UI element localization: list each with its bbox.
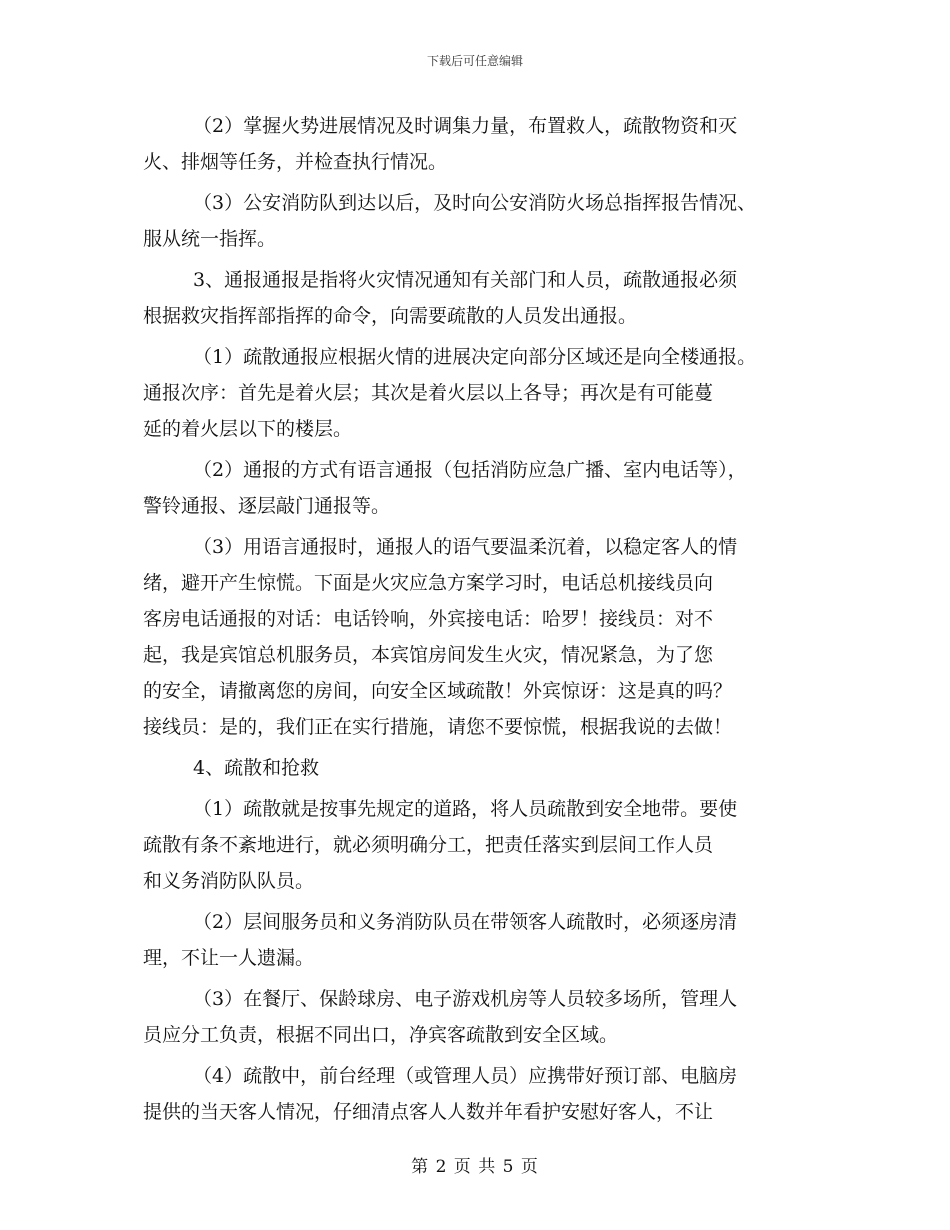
text-line: （3）在餐厅、保龄球房、电子游戏机房等人员较多场所，管理人 xyxy=(193,988,738,1010)
text-line: 疏散有条不紊地进行，就必须明确分工，把责任落实到层间工作人员 xyxy=(143,834,714,856)
paragraph xyxy=(143,1058,813,1130)
text-line: （1）疏散就是按事先规定的道路，将人员疏散到安全地带。要使 xyxy=(193,798,738,820)
text-line: 警铃通报、逐层敲门通报等。 xyxy=(143,495,391,517)
text-line: 3、通报通报是指将火灾情况通知有关部门和人员，疏散通报必须 xyxy=(193,269,738,291)
page-footer: 第 2 页 共 5 页 xyxy=(411,1157,539,1177)
text-line: （1）疏散通报应根据火情的进展决定向部分区域还是向全楼通报。 xyxy=(193,346,757,368)
paragraph xyxy=(143,904,813,976)
text-line: 延的着火层以下的楼层。 xyxy=(143,418,353,440)
text-line: （3）公安消防队到达以后，及时向公安消防火场总指挥报告情况、 xyxy=(193,192,757,214)
text-line: 和义务消防队队员。 xyxy=(143,870,315,892)
paragraph xyxy=(143,791,813,899)
text-line: 员应分工负责，根据不同出口，净宾客疏散到安全区域。 xyxy=(143,1024,619,1046)
paragraph xyxy=(143,981,813,1053)
text-line: 火、排烟等任务，并检查执行情况。 xyxy=(143,151,448,173)
paragraph xyxy=(143,108,813,180)
section-heading xyxy=(143,750,813,786)
text-line: 起，我是宾馆总机服务员，本宾馆房间发生火灾，情况紧急，为了您 xyxy=(143,644,714,666)
text-line: 根据救灾指挥部指挥的命令，向需要疏散的人员发出通报。 xyxy=(143,305,638,327)
text-line: 4、疏散和抢救 xyxy=(193,757,320,779)
text-line: （4）疏散中，前台经理（或管理人员）应携带好预订部、电脑房 xyxy=(193,1065,738,1087)
text-line: 理，不让一人遗漏。 xyxy=(143,947,315,969)
paragraph xyxy=(143,452,813,524)
paragraph xyxy=(143,339,813,447)
text-line: 提供的当天客人情况，仔细清点客人人数并年看护安慰好客人，不让 xyxy=(143,1101,714,1123)
text-line: （2）层间服务员和义务消防队员在带领客人疏散时，必须逐房清 xyxy=(193,911,738,933)
text-line: 接线员：是的，我们正在实行措施，请您不要惊慌，根据我说的去做！ xyxy=(143,716,733,738)
text-line: （2）掌握火势进展情况及时调集力量，布置救人，疏散物资和灭 xyxy=(193,115,738,137)
text-line: 绪，避开产生惊慌。下面是火灾应急方案学习时，电话总机接线员向 xyxy=(143,572,714,594)
paragraph xyxy=(143,262,813,334)
text-line: 通报次序：首先是着火层；其次是着火层以上各导；再次是有可能蔓 xyxy=(143,382,714,404)
text-line: 客房电话通报的对话：电话铃响，外宾接电话：哈罗！接线员：对不 xyxy=(143,608,714,630)
text-line: （2）通报的方式有语言通报（包括消防应急广播、室内电话等）， xyxy=(193,459,747,481)
text-line: （3）用语言通报时，通报人的语气要温柔沉着，以稳定客人的情 xyxy=(193,536,738,558)
paragraph xyxy=(143,529,813,745)
page-header: 下载后可任意编辑 xyxy=(426,54,523,68)
text-line: 的安全，请撤离您的房间，向安全区域疏散！外宾惊讶：这是真的吗？ xyxy=(143,680,733,702)
document-body xyxy=(143,108,813,1135)
text-line: 服从统一指挥。 xyxy=(143,228,277,250)
paragraph xyxy=(143,185,813,257)
